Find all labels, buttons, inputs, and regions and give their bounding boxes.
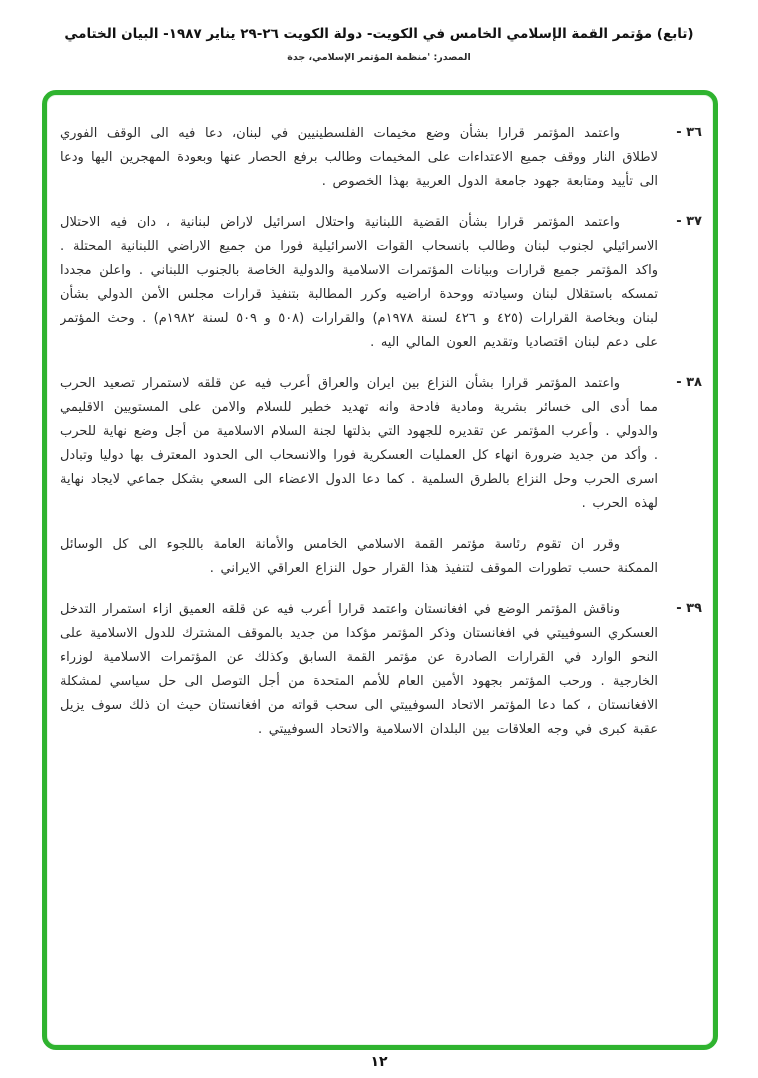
paragraph-37 [60,211,702,355]
paragraph-number: ٣٨ - [676,375,702,390]
paragraph-text: واعتمد المؤتمر قرارا بشأن وضع مخيمات الفلسطينيين في لبنان، دعا فيه الى الوقف الفوري لاطلاق النار ووقف جميع الاعتداءات على المخيمات وطالب برفع الحصار عنها وبعودة المهجرين اليها ودعا الى تأييد ومتابعة جهود جامعة الدول العربية بهذا الخصوص . [60,126,658,189]
paragraph-text: واعتمد المؤتمر قرارا بشأن النزاع بين ايران والعراق أعرب فيه عن قلقه لاستمرار تصعيد الحرب مما أدى الى خسائر بشرية ومادية فادحة وانه تهديد خطير للسلام والامن على المستويين الاقليمي والدولي . وأعرب المؤتمر عن تقديره للجهود التي بذلتها لجنة السلام الاسلامية من أجل وضع نهاية للحرب . وأكد من جديد ضرورة انهاء كل العمليات العسكرية فورا والانسحاب الى الحدود المعترف بها دوليا وتبادل اسرى الحرب وحل النزاع بالطرق السلمية . كما دعا الدول الاعضاء الى السعي بشكل جماعي لايجاد نهاية لهذه الحرب . [60,376,658,511]
document-title: (تابع) مؤتمر القمة الإسلامي الخامس في الكويت- دولة الكويت ٢٦-٢٩ يناير ١٩٨٧- البيان الختامي [64,26,694,42]
paragraph-38-continuation [60,533,702,581]
document-body [60,122,702,1022]
paragraph-38 [60,372,702,516]
paragraph-36 [60,122,702,194]
page-number: ١٢ [370,1054,388,1070]
paragraph-text: وناقش المؤتمر الوضع في افغانستان واعتمد قرارا أعرب فيه عن قلقه العميق ازاء استمرار التدخل العسكري السوفييتي في افغانستان وذكر المؤتمر مؤكدا من جديد بالموقف المشترك للدول الاسلامية على النحو الوارد في القرارات الصادرة عن مؤتمر القمة السابق وكذلك عن المؤتمرات الاسلامية لوزراء الخارجية . ورحب المؤتمر بجهود الأمين العام للأمم المتحدة من أجل التوصل الى حل سياسي لمشكلة الافغانستان ، كما دعا المؤتمر الاتحاد السوفييتي الى سحب قواته من افغانستان حيث ان ذلك سوف يزيل عقبة كبرى في وجه العلاقات بين البلدان الاسلامية والاتحاد السوفييتي . [60,602,658,737]
paragraph-number: ٣٦ - [676,125,702,140]
document-source-line: المصدر: 'منظمة المؤتمر الإسلامي، جدة [287,52,471,63]
paragraph-text: وقرر ان تقوم رئاسة مؤتمر القمة الاسلامي الخامس والأمانة العامة باللجوء الى كل الوسائل الممكنة حسب تطورات الموقف لتنفيذ هذا القرار حول النزاع العراقي الايراني . [60,537,658,576]
paragraph-text: واعتمد المؤتمر قرارا بشأن القضية اللبنانية واحتلال اسرائيل لاراض لبنانية ، دان فيه الاحتلال الاسرائيلي لجنوب لبنان وطالب بانسحاب القوات الاسرائيلية فورا من جميع الاراضي اللبنانية المحتلة . واكد المؤتمر جميع قرارات وبيانات المؤتمرات الاسلامية والدولية الخاصة بالجنوب اللبناني . واعلن مجددا تمسكه باستقلال لبنان وسيادته ووحدة اراضيه وكرر المطالبة بتنفيذ قرارات مجلس الأمن الدولي بشأن لبنان وبخاصة القرارات (٤٢٥ و ٤٢٦ لسنة ١٩٧٨م) والقرارات (٥٠٨ و ٥٠٩ لسنة ١٩٨٢م) . وحث المؤتمر على دعم لبنان اقتصاديا وتقديم العون المالي اليه . [60,215,659,350]
paragraph-39 [60,598,702,742]
paragraph-number [658,533,702,581]
paragraph-number: ٣٩ - [676,601,702,616]
paragraph-number: ٣٧ - [676,214,702,229]
